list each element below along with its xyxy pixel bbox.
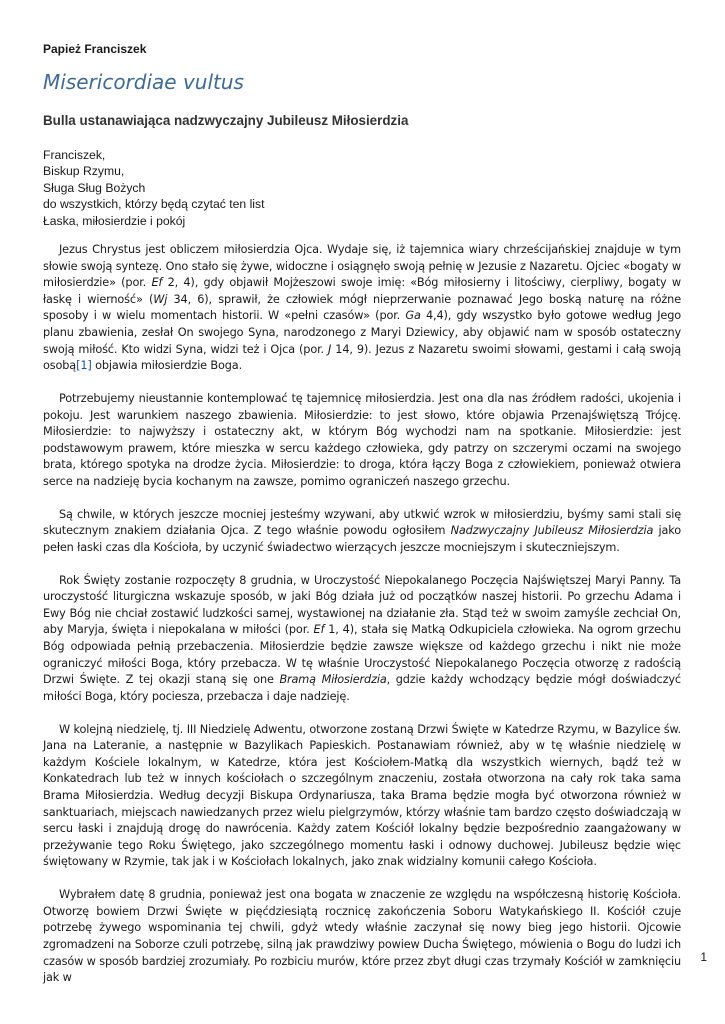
paragraph-1: Jezus Chrystus jest obliczem miłosierdzia Ojca. Wydaje się, iż tajemnica wiary chrześcijańskiej znajduje w tym słowie swoją syntezę. Ono stało się żywe, widoczne i osiągnęło swoją pełnię w Jezusie z Nazaretu. Ojciec «bogaty w miłosierdzie» (por. Ef 2, 4), gdy objawił Mojżeszowi swoje imię: «Bóg miłosierny i litościwy, cierpliwy, bogaty w łaskę i wierność» (Wj 34, 6), sprawił, że człowiek mógł nieprzerwanie poznawać Jego boską naturę na różne sposoby i w wielu momentach historii. W «pełni czasów» (por. Ga 4,4), gdy wszystko było gotowe według Jego planu zbawienia, zesłał On swojego Syna, narodzonego z Maryi Dziewicy, aby objawić nam w sposób ostateczny swoją miłość. Kto widzi Syna, widzi też i Ojca (por. J 14, 9). Jezus z Nazaretu swoimi słowami, gestami i całą swoją osobą[1] objawia miłosierdzie Boga. <box>43 243 681 373</box>
address-line: Sługa Sług Bożych <box>43 180 146 195</box>
document-subtitle: Bulla ustanawiająca nadzwyczajny Jubileusz Miłosierdzia <box>43 113 409 128</box>
paragraph-2: Potrzebujemy nieustannie kontemplować tę tajemnicę miłosierdzia. Jest ona dla nas źródłem radości, ukojenia i pokoju. Jest warunkiem naszego zbawienia. Miłosierdzie: to jest słowo, które objawia Przenajświętszą Trójcę. Miłosierdzie: to najwyższy i ostateczny akt, w którym Bóg wychodzi nam na spotkanie. Miłosierdzie: jest podstawowym prawem, które mieszka w sercu każdego człowieka, gdy patrzy on szczerymi oczami na swojego brata, którego spotyka na drodze życia. Miłosierdzie: to droga, która łączy Boga z człowiekiem, ponieważ otwiera serce na nadzieję bycia kochanym na zawsze, pomimo ograniczeń naszego grzechu. <box>43 391 681 488</box>
address-line: Biskup Rzymu, <box>43 164 125 179</box>
address-line: Łaska, miłosierdzie i pokój <box>43 213 186 228</box>
address-block <box>43 147 265 229</box>
author: Papież Franciszek <box>43 42 147 56</box>
footnote-link[interactable]: [1] <box>76 359 92 373</box>
page-number: 1 <box>700 950 707 964</box>
document-title: Misericordiae vultus <box>43 70 244 94</box>
paragraph-6: Wybrałem datę 8 grudnia, ponieważ jest ona bogata w znaczenie ze względu na współczesną historię Kościoła. Otworzę bowiem Drzwi Święte w pięćdziesiątą rocznicę zakończenia Soboru Watykańskiego II. Kościół czuje potrzebę żywego wspominania tej chwili, gdyż wtedy właśnie zaczynał się nowy bieg jego historii. Ojcowie zgromadzeni na Soborze czuli potrzebę, silną jak prawdziwy powiew Ducha Świętego, mówienia o Bogu do ludzi ich czasów w sposób bardziej zrozumiały. Po rozbiciu murów, które przez zbyt długi czas trzymały Kościół w zamknięciu jak w <box>43 888 681 985</box>
paragraph-3: Są chwile, w których jeszcze mocniej jesteśmy wzywani, aby utkwić wzrok w miłosierdziu, byśmy sami stali się skutecznym znakiem działania Ojca. Z tego właśnie powodu ogłosiłem Nadzwyczajny Jubileusz Miłosierdzia jako pełen łaski czas dla Kościoła, by uczynić świadectwo wierzących jeszcze mocniejszym i skuteczniejszym. <box>43 507 681 554</box>
address-line: Franciszek, <box>43 148 106 162</box>
address-line: do wszystkich, którzy będą czytać ten list <box>43 197 265 212</box>
paragraph-4: Rok Święty zostanie rozpoczęty 8 grudnia, w Uroczystość Niepokalanego Poczęcia Najświętszej Maryi Panny. Ta uroczystość liturgiczna wskazuje sposób, w jaki Bóg działa już od początków naszej historii. Po grzechu Adama i Ewy Bóg nie chciał zostawić ludzkości samej, wystawionej na działanie zła. Stąd też w swoim zamyśle zechciał On, aby Maryja, święta i niepokalana w miłości (por. Ef 1, 4), stała się Matką Odkupiciela człowieka. Na ogrom grzechu Bóg odpowiada pełnią przebaczenia. Miłosierdzie będzie zawsze większe od każdego grzechu i nikt nie może ograniczyć miłości Boga, który przebacza. W tę właśnie Uroczystość Niepokalanego Poczęcia otworzę z radością Drzwi Święte. Z tej okazji staną się one Bramą Miłosierdzia, gdzie każdy wchodzący będzie mógł doświadczyć miłości Boga, który pociesza, przebacza i daje nadzieję. <box>43 573 681 703</box>
body-text <box>43 242 681 1003</box>
paragraph-5: W kolejną niedzielę, tj. III Niedzielę Adwentu, otworzone zostaną Drzwi Święte w Katedrze Rzymu, w Bazylice św. Jana na Lateranie, a następnie w Bazylikach Papieskich. Postanawiam również, aby w tę właśnie niedzielę w każdym Kościele lokalnym, w Katedrze, która jest Kościołem-Matką dla wszystkich wiernych, bądź też w Konkatedrach lub też w innych kościołach o szczególnym znaczeniu, została otworzona na cały rok taka sama Brama Miłosierdzia. Według decyzji Biskupa Ordynariusza, taka Brama będzie mogła być otworzona również w sanktuariach, miejscach nawiedzanych przez wielu pielgrzymów, którzy właśnie tam bardzo często doświadczają w sercu łaski i znajdują drogę do nawrócenia. Każdy zatem Kościół lokalny będzie bezpośrednio zaangażowany w przeżywanie tego Roku Świętego, jako szczególnego momentu łaski i odnowy duchowej. Jubileusz będzie więc świętowany w Rzymie, tak jak i w Kościołach lokalnych, jako znak widzialny komunii całego Kościoła. <box>43 722 681 869</box>
